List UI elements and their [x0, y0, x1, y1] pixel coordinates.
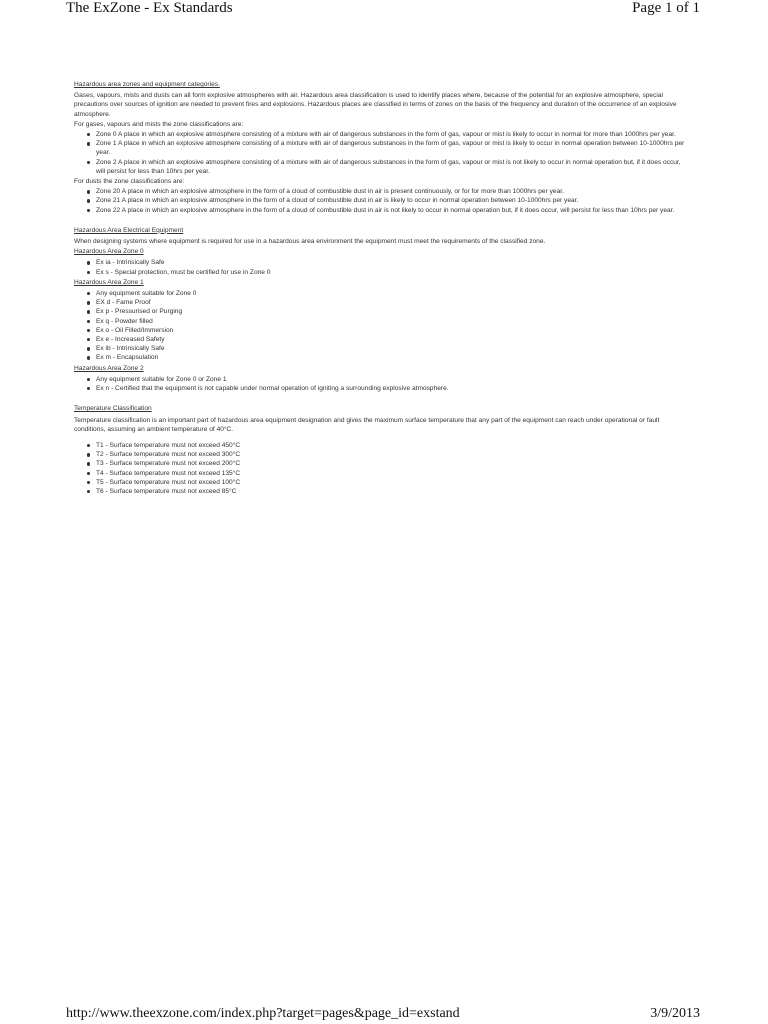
list-item: Zone 1 A place in which an explosive atmosphere consisting of a mixture with air of dangerous substances in the form of gas, vapour or mist is likely to occur in normal operation between 10-1000hrs per year. [96, 139, 690, 157]
list-item: Zone 20 A place in which an explosive atmosphere in the form of a cloud of combustible dust in air is present continuously, or for for more than 1000hrs per year. [96, 187, 690, 196]
zone-2-equipment-list [74, 375, 690, 393]
list-item: Ex o - Oil Filled/Immersion [96, 326, 690, 335]
temperature-class-list [74, 441, 690, 496]
list-item: T6 - Surface temperature must not exceed 85°C [96, 487, 690, 496]
document-body [74, 80, 690, 497]
list-item: Zone 2 A place in which an explosive atmosphere consisting of a mixture with air of dangerous substances in the form of gas, vapour or mist is not likely to occur in normal operation but, if it does occur, will persist for less than 10hrs per year. [96, 158, 690, 176]
list-item: Ex p - Pressurised or Purging [96, 307, 690, 316]
subheading-zone-1: Hazardous Area Zone 1 [74, 278, 144, 286]
list-item: Ex ia - Intrinsically Safe [96, 258, 690, 267]
subheading-zone-0: Hazardous Area Zone 0 [74, 248, 144, 256]
temperature-intro: Temperature classification is an important part of hazardous area equipment designation and gives the maximum surface temperature that any part of the equipment can reach under operational or fault conditions, assuming an ambient temperature of 40°C. [74, 416, 660, 433]
list-item: Ex n - Certified that the equipment is not capable under normal operation of igniting a surrounding explosive atmosphere. [96, 384, 690, 393]
page-number: Page 1 of 1 [632, 0, 700, 16]
list-item: Any equipment suitable for Zone 0 or Zone 1 [96, 375, 690, 384]
zones-intro: Gases, vapours, mists and dusts can all form explosive atmospheres with air. Hazardous area classification is used to identify places where, because of the potential for an explosive atmosphere, special precautions over sources of ignition are needed to prevent fires and explosions. Hazardous places are classified in terms of zones on the basis of the frequency and duration of the occurrence of an explosive atmosphere. [74, 92, 677, 118]
gas-zone-list [74, 130, 690, 176]
list-item: Ex e - Increased Safety [96, 335, 690, 344]
section-heading-equipment: Hazardous Area Electrical Equipment [74, 226, 184, 234]
list-item: T3 - Surface temperature must not exceed 200°C [96, 459, 690, 468]
list-item: Ex m - Encapsulation [96, 353, 690, 362]
page-header-title: The ExZone - Ex Standards [66, 0, 233, 16]
gas-zones-lead: For gases, vapours and mists the zone classifications are: [74, 120, 244, 128]
list-item: T2 - Surface temperature must not exceed 300°C [96, 450, 690, 459]
equipment-intro: When designing systems where equipment is required for use in a hazardous area environment the equipment must meet the requirements of the classified zone. [74, 238, 546, 246]
list-item: Zone 0 A place in which an explosive atmosphere consisting of a mixture with air of dangerous substances in the form of gas, vapour or mist is likely to occur in normal for more than 1000hrs per year. [96, 130, 690, 139]
zone-1-equipment-list [74, 289, 690, 363]
dust-zones-lead: For dusts the zone classifications are: [74, 178, 185, 186]
list-item: Ex ib - Intrinsically Safe [96, 344, 690, 353]
section-heading-zones: Hazardous area zones and equipment categories. [74, 81, 220, 88]
list-item: T1 - Surface temperature must not exceed 450°C [96, 441, 690, 450]
subheading-zone-2: Hazardous Area Zone 2 [74, 364, 144, 372]
footer-url: http://www.theexzone.com/index.php?target=pages&page_id=exstand [66, 1006, 460, 1021]
list-item: T4 - Surface temperature must not exceed 135°C [96, 469, 690, 478]
list-item: Ex q - Powder filled [96, 317, 690, 326]
list-item: Ex s - Special protection, must be certified for use in Zone 0 [96, 268, 690, 277]
list-item: Zone 22 A place in which an explosive atmosphere in the form of a cloud of combustible dust in air is not likely to occur in normal operation but, if it does occur, will persist for less than 10hrs per year. [96, 206, 690, 215]
list-item: Any equipment suitable for Zone 0 [96, 289, 690, 298]
list-item: T5 - Surface temperature must not exceed 100°C [96, 478, 690, 487]
section-heading-temperature: Temperature Classification [74, 405, 152, 413]
list-item: Zone 21 A place in which an explosive atmosphere in the form of a cloud of combustible dust in air is likely to occur in normal operation between 10-1000hrs per year. [96, 196, 690, 205]
dust-zone-list [74, 187, 690, 215]
zone-0-equipment-list [74, 258, 690, 276]
footer-date: 3/9/2013 [650, 1006, 700, 1021]
list-item: EX d - Fame Proof [96, 298, 690, 307]
